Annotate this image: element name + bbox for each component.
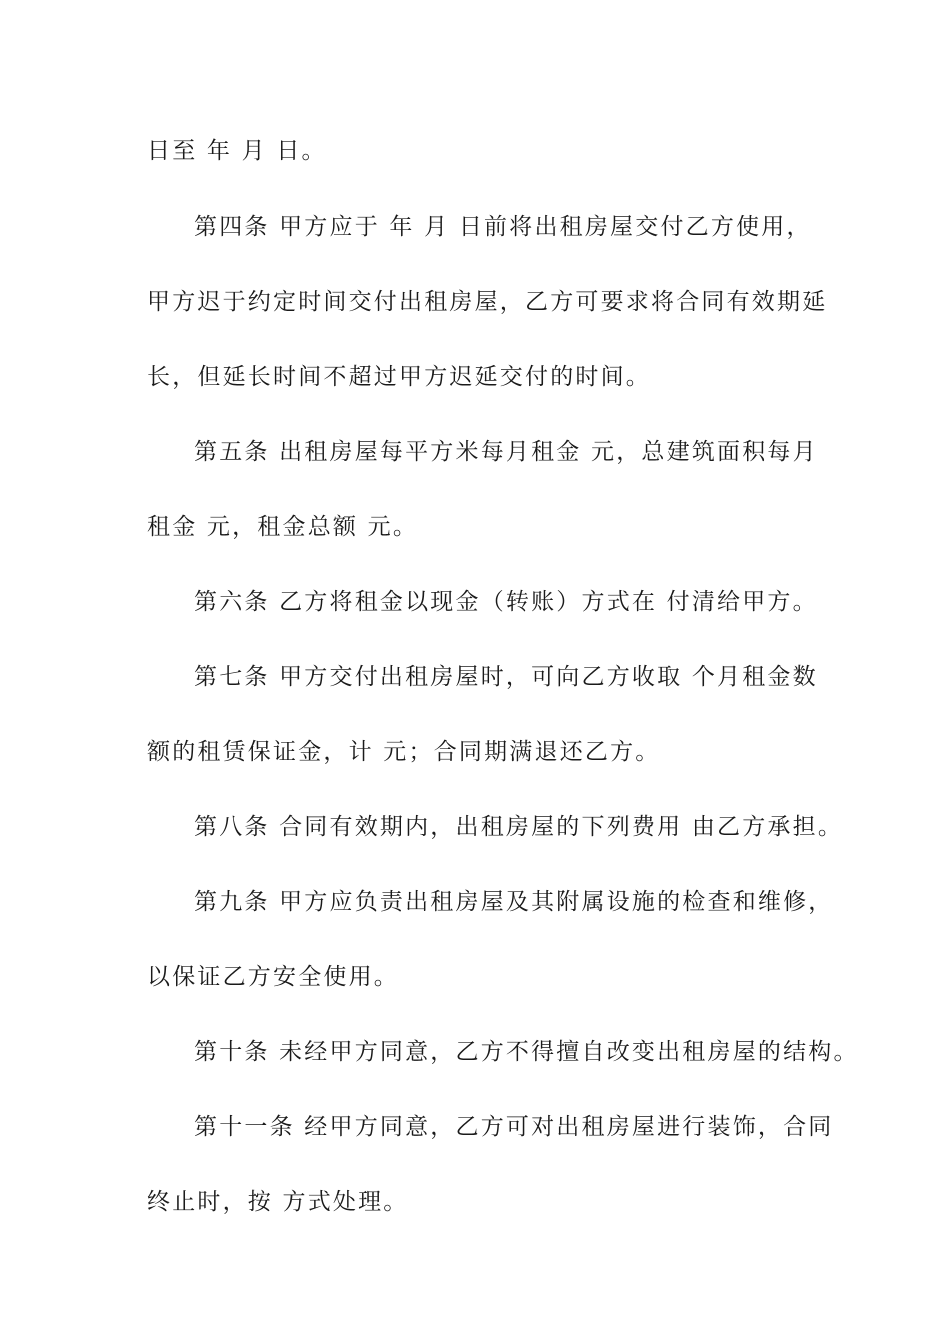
clause-8-line-1: 第八条 合同有效期内，出租房屋的下列费用 由乙方承担。 bbox=[194, 814, 844, 840]
clause-9-line-1: 第九条 甲方应负责出租房屋及其附属设施的检查和维修， bbox=[194, 889, 834, 915]
clause-4-line-2: 甲方迟于约定时间交付出租房屋，乙方可要求将合同有效期延 bbox=[147, 289, 828, 315]
clause-11-line-1: 第十一条 经甲方同意，乙方可对出租房屋进行装饰，合同 bbox=[194, 1114, 834, 1140]
clause-11-line-2: 终止时，按 方式处理。 bbox=[147, 1189, 409, 1215]
clause-9-line-2: 以保证乙方安全使用。 bbox=[147, 964, 399, 990]
clause-10-line-1: 第十条 未经甲方同意，乙方不得擅自改变出租房屋的结构。 bbox=[194, 1039, 859, 1065]
clause-7-line-2: 额的租赁保证金，计 元；合同期满退还乙方。 bbox=[147, 739, 661, 765]
clause-4-line-3: 长，但延长时间不超过甲方迟延交付的时间。 bbox=[147, 364, 651, 390]
text-line-continuation: 日至 年 月 日。 bbox=[147, 138, 327, 164]
clause-5-line-2: 租金 元，租金总额 元。 bbox=[147, 514, 419, 540]
clause-6-line-1: 第六条 乙方将租金以现金（转账）方式在 付清给甲方。 bbox=[194, 589, 818, 615]
clause-4-line-1: 第四条 甲方应于 年 月 日前将出租房屋交付乙方使用， bbox=[194, 214, 812, 240]
clause-5-line-1: 第五条 出租房屋每平方米每月租金 元，总建筑面积每月 bbox=[194, 439, 818, 465]
clause-7-line-1: 第七条 甲方交付出租房屋时，可向乙方收取 个月租金数 bbox=[194, 664, 818, 690]
